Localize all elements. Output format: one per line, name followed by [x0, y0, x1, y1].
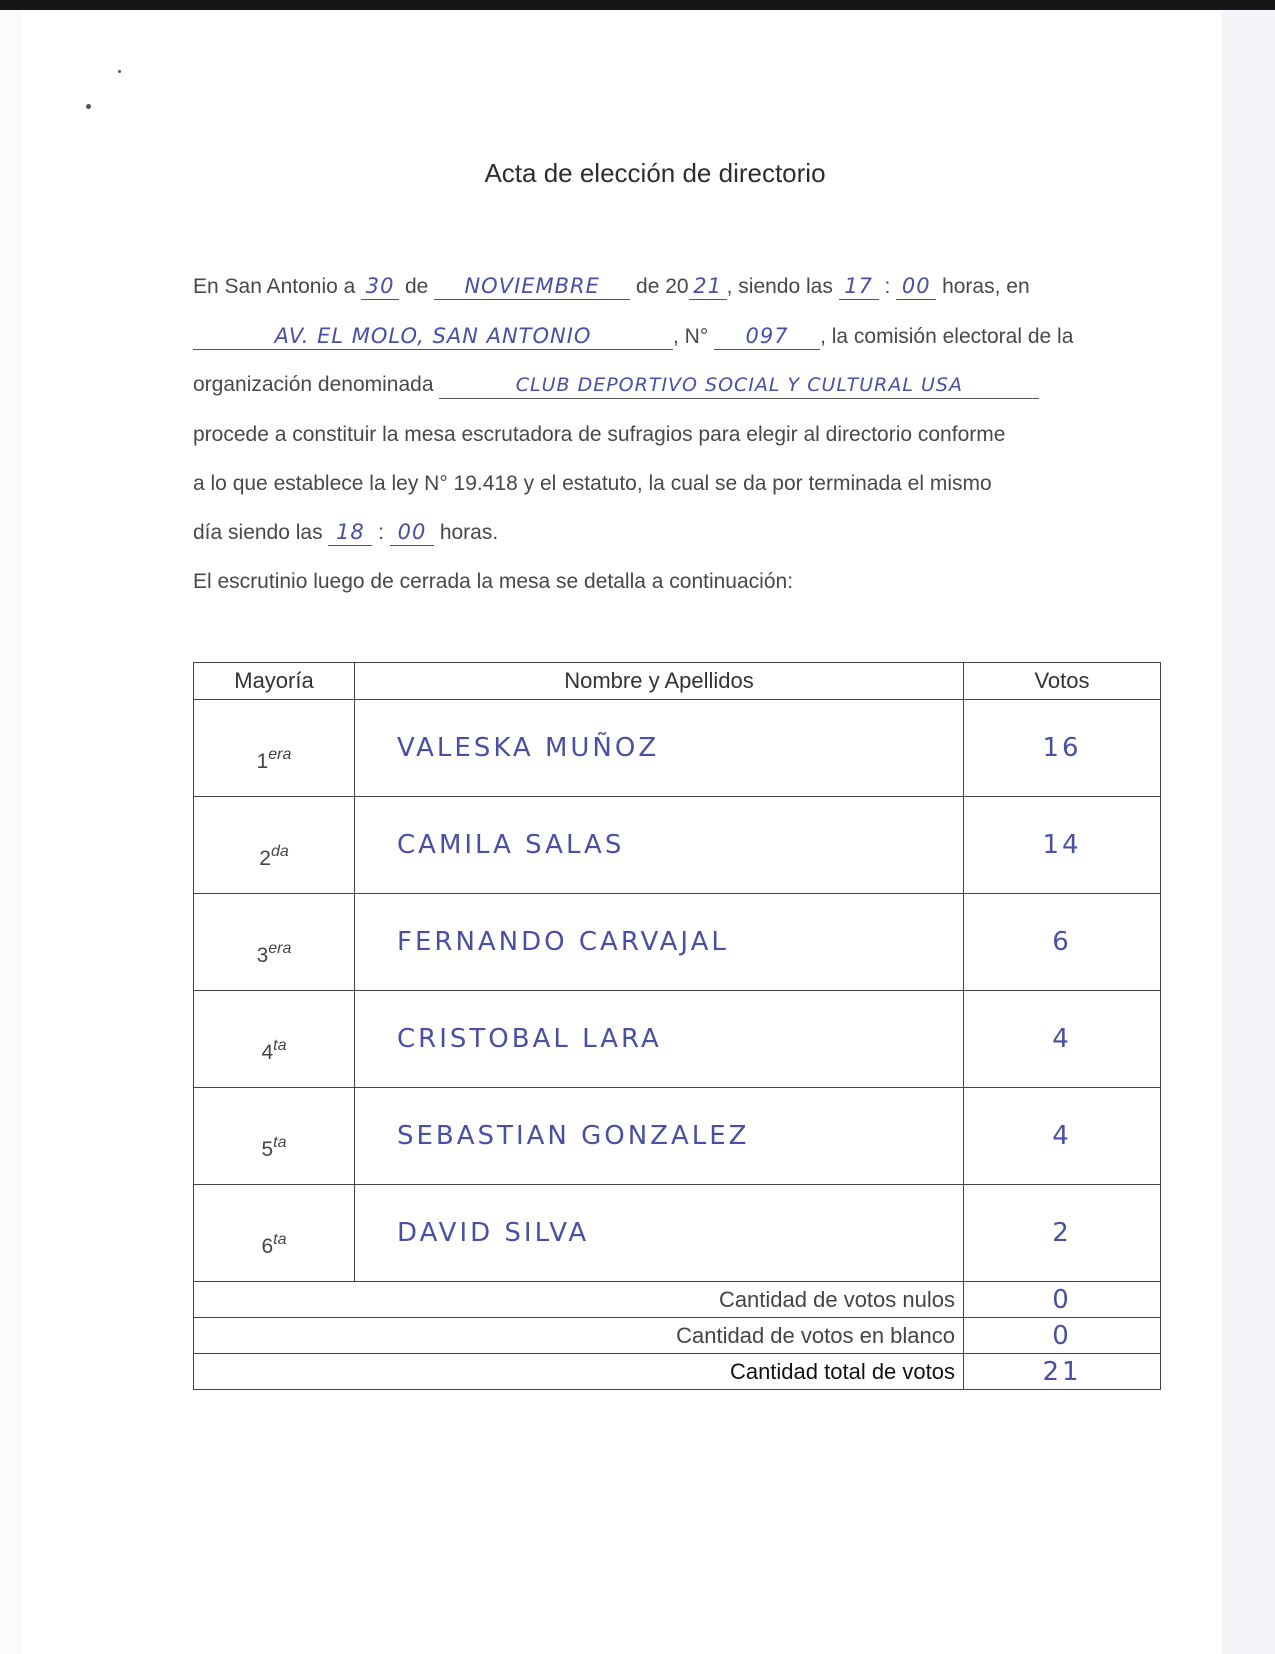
intro-line-2: AV. EL MOLO, SAN ANTONIO , N° 097 , la comisión electoral de la [193, 322, 1073, 352]
name-cell: CAMILA SALAS [355, 797, 964, 894]
null-votes-row [194, 1282, 1161, 1318]
name-cell: CRISTOBAL LARA [355, 991, 964, 1088]
table-row [194, 991, 1161, 1088]
handwritten-start-minute: 00 [896, 273, 936, 300]
handwritten-address: AV. EL MOLO, SAN ANTONIO [193, 323, 673, 350]
handwritten-end-hour: 18 [328, 519, 372, 546]
name-cell: SEBASTIAN GONZALEZ [355, 1088, 964, 1185]
intro-line-6: día siendo las 18 : 00 horas. [193, 520, 499, 544]
blank-votes-label: Cantidad de votos en blanco [194, 1318, 964, 1354]
handwritten-start-hour: 17 [839, 273, 879, 300]
rank-cell: $6^{ta}$ [194, 1185, 355, 1282]
table-row [194, 1088, 1161, 1185]
table-header-row [194, 663, 1161, 700]
intro-line-5: a lo que establece la ley N° 19.418 y el estatuto, la cual se da por terminada el mismo [193, 472, 992, 495]
handwritten-year: 21 [689, 273, 727, 300]
document-title: Acta de elección de directorio [484, 158, 826, 188]
intro-line-1: En San Antonio a 30 de NOVIEMBRE de 20 21 , siendo las 17 : 00 horas, en [193, 274, 1030, 298]
total-votes-row [194, 1354, 1161, 1390]
name-cell: DAVID SILVA [355, 1185, 964, 1282]
rank-cell: $2^{da}$ [194, 797, 355, 894]
table-row [194, 1185, 1161, 1282]
handwritten-day: 30 [361, 273, 399, 300]
blank-votes-value: 0 [964, 1318, 1161, 1354]
intro-line-7: El escrutinio luego de cerrada la mesa se detalla a continuación: [193, 570, 794, 593]
rank-cell: $5^{ta}$ [194, 1088, 355, 1185]
scan-speck [86, 104, 91, 109]
scan-speck [118, 70, 121, 73]
null-votes-value: 0 [964, 1282, 1161, 1318]
handwritten-organization: CLUB DEPORTIVO SOCIAL Y CULTURAL USA [439, 372, 1039, 399]
votes-cell: 16 [964, 700, 1161, 797]
votes-cell: 4 [964, 991, 1161, 1088]
rank-cell: $4^{ta}$ [194, 991, 355, 1088]
name-cell: FERNANDO CARVAJAL [355, 894, 964, 991]
total-votes-value: 21 [964, 1354, 1161, 1390]
table-row [194, 797, 1161, 894]
scan-top-border [0, 0, 1275, 10]
handwritten-number: 097 [714, 323, 820, 350]
rank-cell: $3^{era}$ [194, 894, 355, 991]
blank-votes-row [194, 1318, 1161, 1354]
handwritten-end-minute: 00 [390, 519, 434, 546]
header-rank: Mayoría [194, 663, 355, 700]
total-votes-label: Cantidad total de votos [194, 1354, 964, 1390]
null-votes-label: Cantidad de votos nulos [194, 1282, 964, 1318]
header-votes: Votos [964, 663, 1161, 700]
table-row [194, 894, 1161, 991]
rank-cell: $1^{era}$ [194, 700, 355, 797]
table-row [194, 700, 1161, 797]
scan-left-edge [0, 10, 22, 1654]
scan-right-edge [1222, 10, 1275, 1654]
votes-cell: 4 [964, 1088, 1161, 1185]
votes-cell: 14 [964, 797, 1161, 894]
votes-cell: 2 [964, 1185, 1161, 1282]
name-cell: VALESKA MUÑOZ [355, 700, 964, 797]
handwritten-month: NOVIEMBRE [434, 273, 630, 300]
intro-line-3: organización denominada CLUB DEPORTIVO SOCIAL Y CULTURAL USA [193, 370, 1039, 400]
header-name: Nombre y Apellidos [355, 663, 964, 700]
intro-line-4: procede a constituir la mesa escrutadora de sufragios para elegir al directorio conforme [193, 423, 1006, 446]
votes-cell: 6 [964, 894, 1161, 991]
vote-count-table [193, 662, 1161, 1390]
